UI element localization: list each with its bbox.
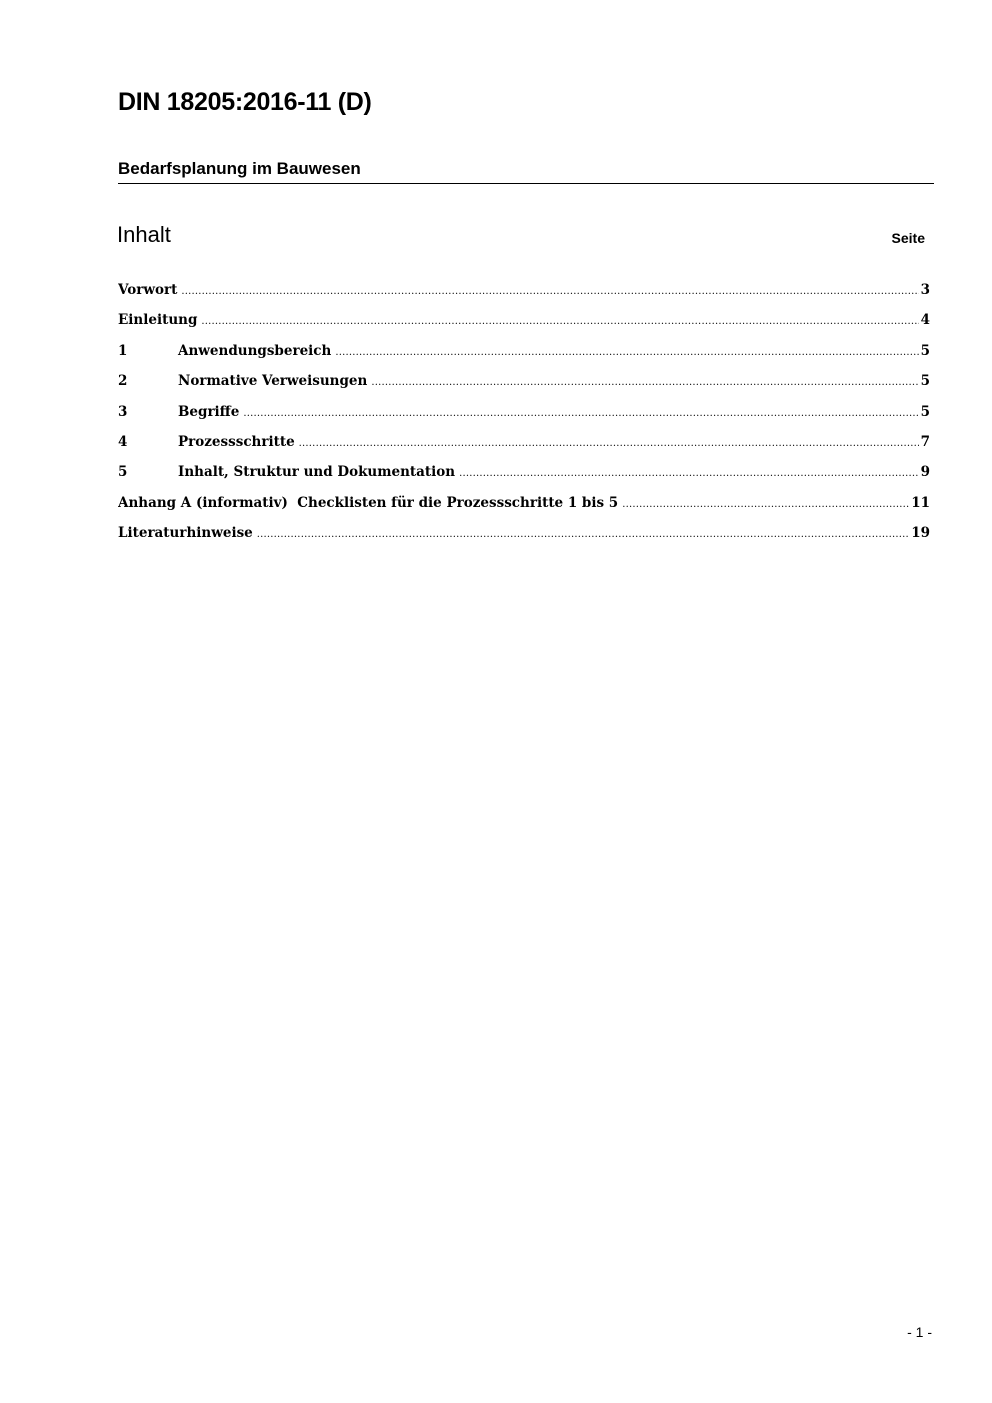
page-number: - 1 - xyxy=(907,1324,932,1340)
table-of-contents xyxy=(118,279,930,553)
toc-leader-dots xyxy=(201,311,918,333)
toc-entry-vorwort[interactable] xyxy=(118,279,930,309)
toc-entry-label: Anwendungsbereich xyxy=(178,342,332,359)
toc-entry-label: Prozessschritte xyxy=(178,433,295,450)
toc-leader-dots xyxy=(371,372,918,394)
toc-entry-anhang-a[interactable] xyxy=(118,492,930,522)
toc-entry-page: 11 xyxy=(911,494,930,511)
toc-entry-number: 3 xyxy=(118,403,128,420)
toc-entry-page: 5 xyxy=(920,403,930,420)
toc-entry-number: 1 xyxy=(118,342,128,359)
toc-entry-einleitung[interactable] xyxy=(118,309,930,339)
toc-entry-page: 9 xyxy=(920,464,930,481)
toc-leader-dots xyxy=(299,433,919,455)
toc-entry-page: 19 xyxy=(911,525,930,542)
toc-entry-number: 4 xyxy=(118,433,128,450)
toc-entry-normative-verweisungen[interactable] xyxy=(118,370,930,400)
toc-leader-dots xyxy=(459,463,919,485)
toc-entry-page: 3 xyxy=(920,282,930,298)
document-title: DIN 18205:2016-11 (D) xyxy=(118,88,372,116)
toc-entry-literaturhinweise[interactable] xyxy=(118,522,930,552)
toc-entry-page: 4 xyxy=(920,312,930,329)
toc-entry-label: Normative Verweisungen xyxy=(178,373,368,390)
toc-leader-dots xyxy=(243,403,918,425)
toc-entry-anwendungsbereich[interactable] xyxy=(118,340,930,370)
toc-entry-page: 7 xyxy=(920,433,930,450)
toc-entry-number: 2 xyxy=(118,373,128,390)
toc-entry-prozessschritte[interactable] xyxy=(118,431,930,461)
toc-page-column-label: Seite xyxy=(891,230,925,246)
toc-leader-dots xyxy=(257,524,909,546)
toc-entry-label: Begriffe xyxy=(178,403,240,420)
toc-leader-dots xyxy=(622,494,909,516)
toc-leader-dots xyxy=(335,342,918,364)
toc-entry-label: Inhalt, Struktur und Dokumentation xyxy=(178,464,456,481)
subtitle-rule xyxy=(118,159,934,184)
toc-entry-label: Literaturhinweise xyxy=(118,525,253,542)
toc-entry-label: Einleitung xyxy=(118,312,198,329)
toc-leader-dots xyxy=(181,281,918,303)
toc-entry-inhalt-struktur[interactable] xyxy=(118,461,930,491)
toc-entry-number: 5 xyxy=(118,464,128,481)
toc-entry-begriffe[interactable] xyxy=(118,401,930,431)
toc-entry-page: 5 xyxy=(920,342,930,359)
toc-heading: Inhalt xyxy=(117,222,171,247)
toc-entry-label: Vorwort xyxy=(118,282,178,298)
toc-entry-label: Anhang A (informativ) Checklisten für die Prozessschritte 1 bis 5 xyxy=(118,494,619,511)
document-subtitle: Bedarfsplanung im Bauwesen xyxy=(118,159,361,178)
toc-entry-page: 5 xyxy=(920,373,930,390)
